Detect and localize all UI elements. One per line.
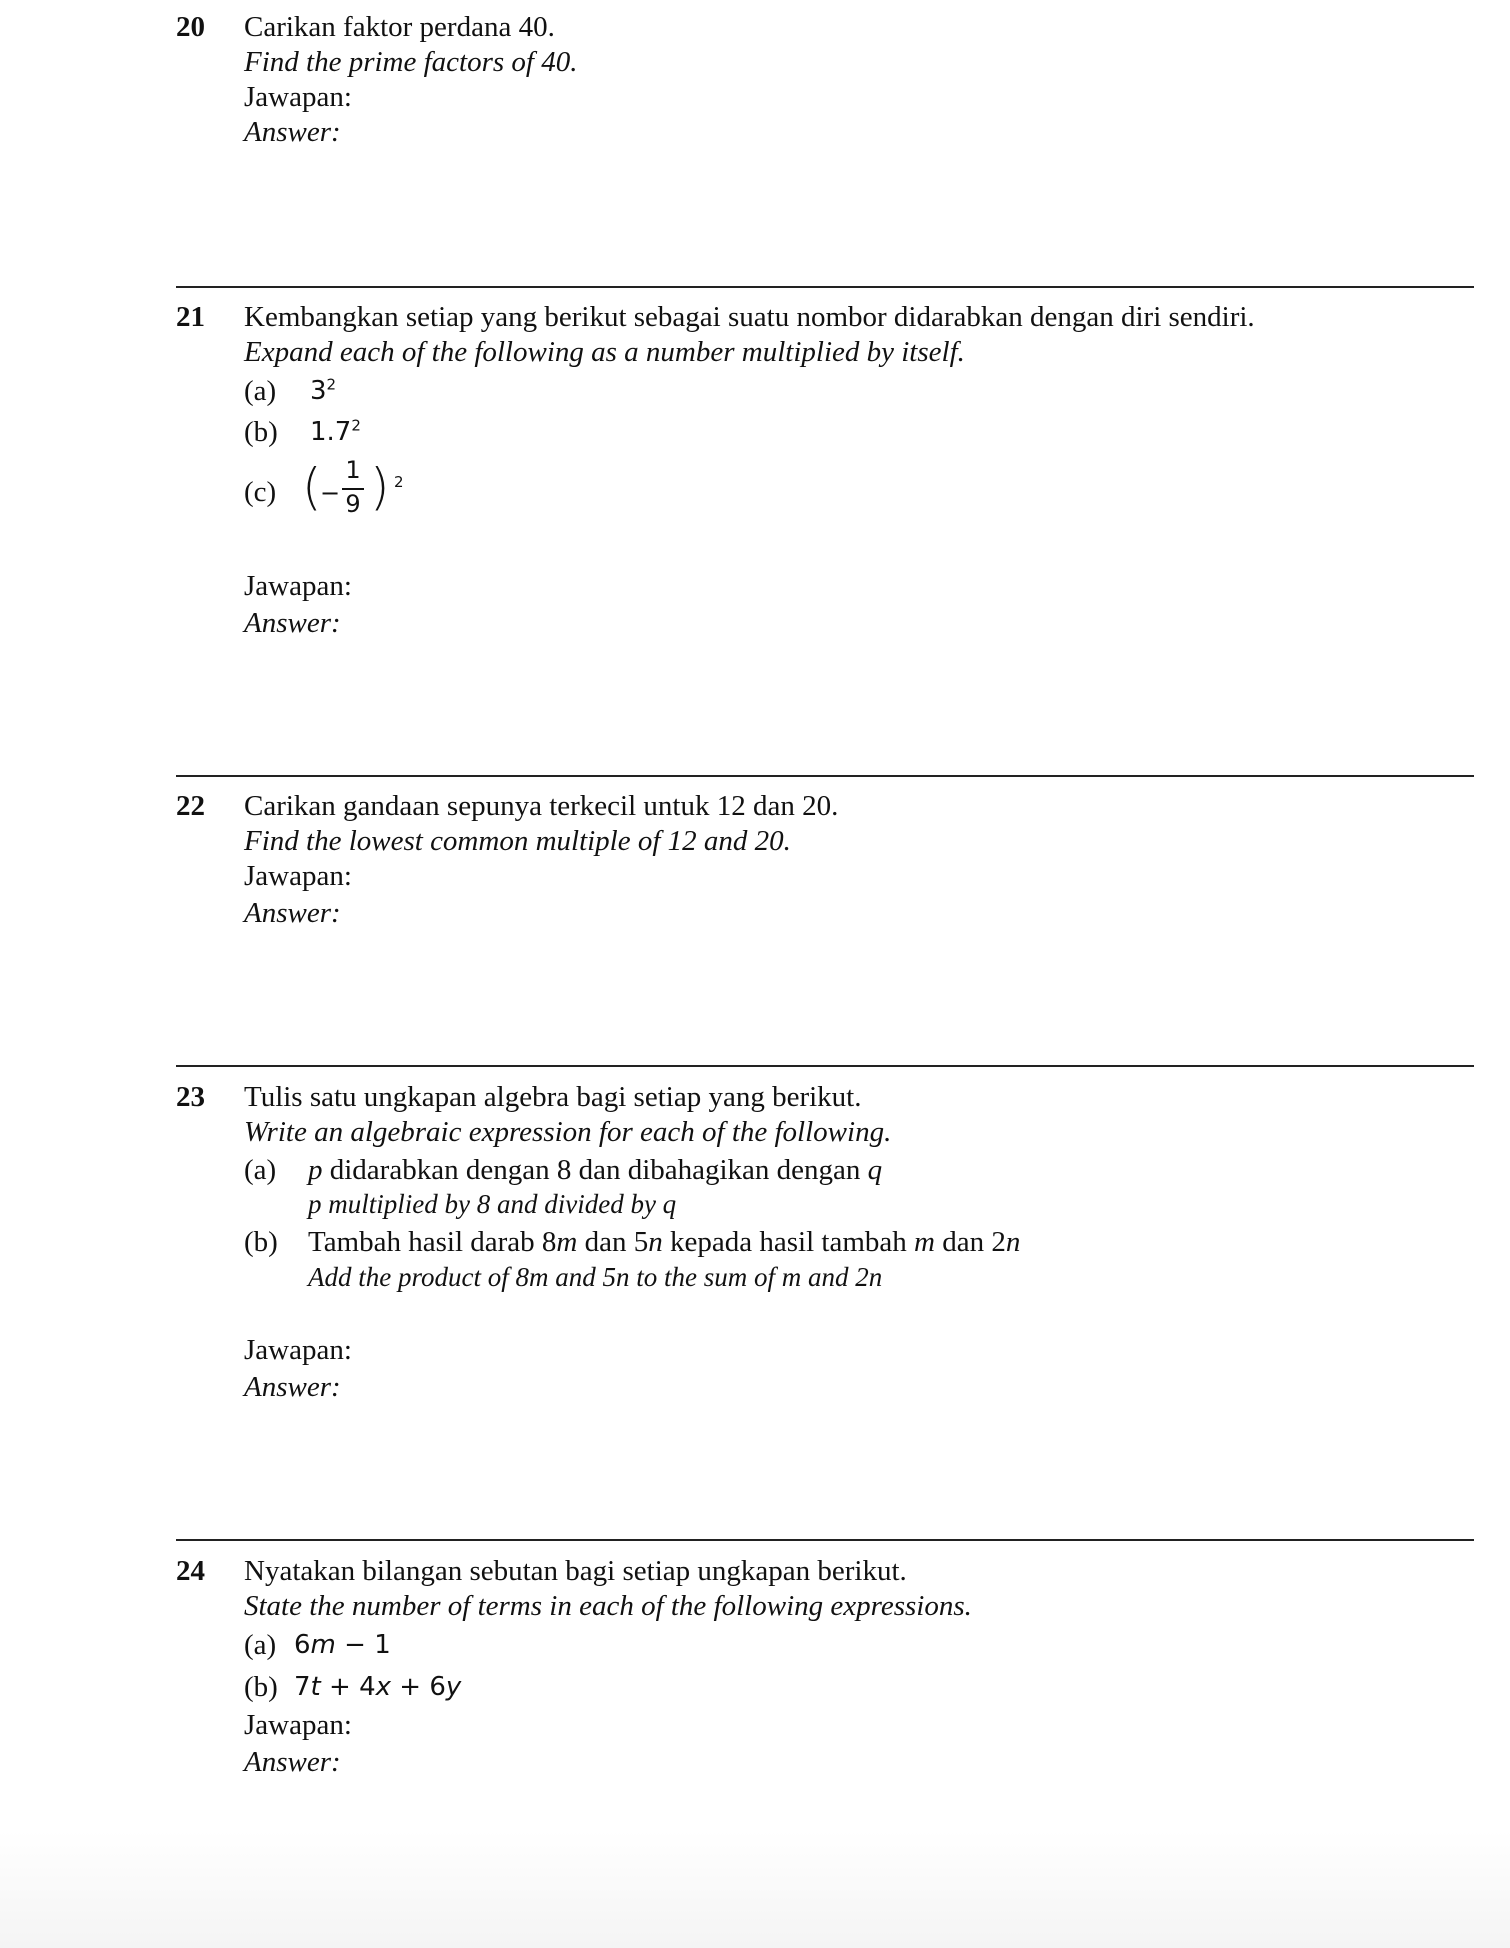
question-text-ms: Carikan gandaan sepunya terkecil untuk 12 dan 20. <box>244 790 839 822</box>
part-text-ms: p didarabkan dengan 8 dan dibahagikan dengan q <box>308 1154 883 1186</box>
question-text-en: Expand each of the following as a number multiplied by itself. <box>244 336 965 368</box>
part-text-ms: Tambah hasil darab 8m dan 5n kepada hasil tambah m dan 2n <box>308 1226 1021 1258</box>
answer-label-ms: Jawapan: <box>244 81 352 113</box>
question-text-en: State the number of terms in each of the following expressions. <box>244 1590 972 1622</box>
power-expression: $3^2$ <box>310 375 337 406</box>
answer-label-ms: Jawapan: <box>244 860 352 892</box>
answer-label-en: Answer: <box>244 897 341 929</box>
question-number: 20 <box>176 11 205 43</box>
part-text-en: p multiplied by 8 and divided by q <box>308 1189 677 1219</box>
question-number: 23 <box>176 1081 205 1113</box>
algebraic-expression: 7t + 4x + 6y <box>294 1672 462 1702</box>
question-number: 22 <box>176 790 205 822</box>
fraction-expression <box>302 453 402 533</box>
question-text-ms: Nyatakan bilangan sebutan bagi setiap ungkapan berikut. <box>244 1555 907 1587</box>
question-number: 24 <box>176 1555 205 1587</box>
part-label: (b) <box>244 416 278 448</box>
answer-label-ms: Jawapan: <box>244 1334 352 1366</box>
right-parenthesis: ) <box>370 458 390 516</box>
part-label: (a) <box>244 375 277 407</box>
power-expression: $1.7^2$ <box>310 416 361 447</box>
question-text-en: Find the lowest common multiple of 12 and 20. <box>244 825 791 857</box>
divider-line <box>176 286 1474 288</box>
page-bottom-shade <box>0 1830 1510 1948</box>
question-text-en: Write an algebraic expression for each of the following. <box>244 1116 892 1148</box>
algebraic-expression: 6m − 1 <box>294 1630 391 1660</box>
divider-line <box>176 1065 1474 1067</box>
question-number: 21 <box>176 301 205 333</box>
fraction-sign: − <box>320 479 341 507</box>
answer-label-en: Answer: <box>244 1371 341 1403</box>
answer-label-ms: Jawapan: <box>244 570 352 602</box>
part-label: (b) <box>244 1226 278 1258</box>
answer-label-en: Answer: <box>244 116 341 148</box>
fraction-numerator: 1 <box>345 456 361 484</box>
part-label: (c) <box>244 476 277 508</box>
answer-label-en: Answer: <box>244 607 341 639</box>
question-text-ms: Carikan faktor perdana 40. <box>244 11 555 43</box>
part-text-en: Add the product of 8m and 5n to the sum of m and 2n <box>308 1262 883 1292</box>
question-text-en: Find the prime factors of 40. <box>244 46 578 78</box>
divider-line <box>176 1539 1474 1541</box>
left-parenthesis: ( <box>302 458 322 516</box>
part-label: (a) <box>244 1629 277 1661</box>
question-text-ms: Kembangkan setiap yang berikut sebagai suatu nombor didarabkan dengan diri sendiri. <box>244 301 1255 333</box>
part-label: (a) <box>244 1154 277 1186</box>
answer-label-ms: Jawapan: <box>244 1709 352 1741</box>
fraction-denominator: 9 <box>345 490 361 518</box>
answer-label-en: Answer: <box>244 1746 341 1778</box>
question-text-ms: Tulis satu ungkapan algebra bagi setiap yang berikut. <box>244 1081 862 1113</box>
divider-line <box>176 775 1474 777</box>
fraction-exponent: 2 <box>394 473 404 491</box>
part-label: (b) <box>244 1671 278 1703</box>
